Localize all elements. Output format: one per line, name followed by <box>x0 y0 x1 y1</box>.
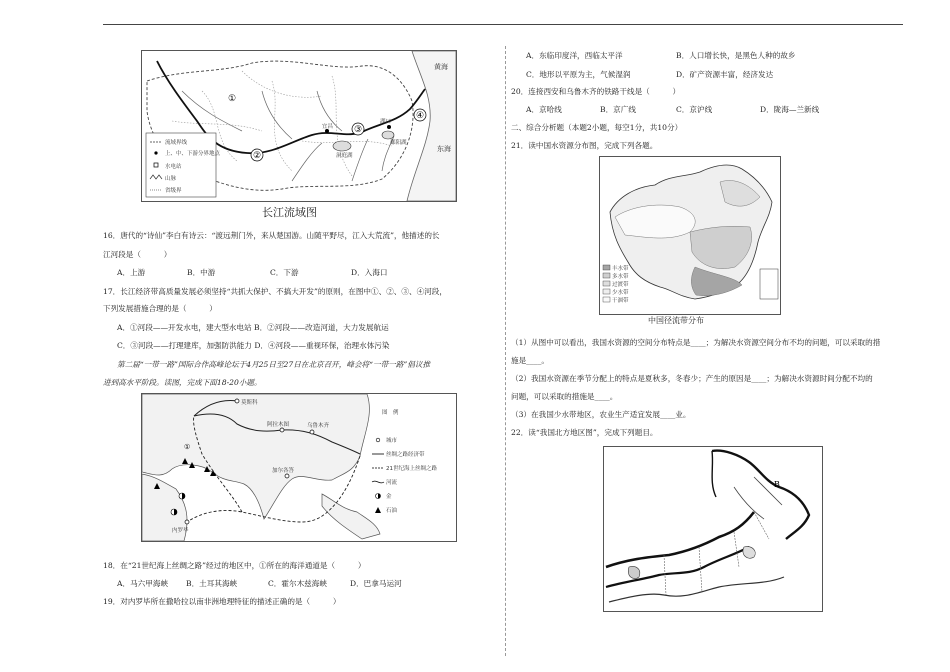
legend-boundary: 流域界线 <box>165 140 188 146</box>
north-china-map <box>603 446 823 612</box>
column-divider <box>505 46 506 656</box>
q17-options-cd[interactable]: C．③河段——打理建库，加强防洪能力 D．④河段——重视环保，治理水体污染 <box>117 341 390 350</box>
city-yichang: 宜昌 <box>322 124 334 130</box>
q21-p2-line2: 问题，可以采取的措施是____。 <box>511 392 618 401</box>
poyang-lake <box>382 131 394 139</box>
q17-options-ab[interactable]: A．①河段——开发水电，建大型水电站 B．②河段——改造河道，大力发展航运 <box>117 323 389 332</box>
intro-line2: 进到高水平阶段。读图，完成下面18-20小题。 <box>103 378 262 387</box>
label-moscow: 莫斯科 <box>241 400 258 406</box>
dongting-lake <box>333 141 351 151</box>
q16-text-line1: 16．唐代的“诗仙”李白有诗云：“渡远荆门外，来从楚国游。山随平野尽，江入大荒流”，他描述的长 <box>103 231 440 240</box>
q21-p1-line1: （1）从图中可以看出，我国水资源的空间分布特点是____；为解决水资源空间分布不均的问题，可以采取的措 <box>511 338 881 347</box>
q19-option-b[interactable]: B．人口增长快，是黑色人种的故乡 <box>676 51 796 60</box>
legend-rich: 多水带 <box>612 274 629 280</box>
legend-hydro: 水电站 <box>165 164 182 170</box>
yangtze-basin-map <box>141 50 457 202</box>
legend-dry: 干涸带 <box>612 298 629 304</box>
label-urumqi: 乌鲁木齐 <box>307 423 330 429</box>
q20-option-c[interactable]: C．京沪线 <box>676 105 713 114</box>
city-hukou: 湖口 <box>380 119 392 125</box>
point-hukou <box>387 125 391 129</box>
city-nairobi <box>185 520 189 524</box>
q21-p3: （3）在我国少水带地区，农业生产适宜发展____业。 <box>511 410 691 419</box>
q20-text: 20．连接西安和乌鲁木齐的铁路干线是（ ） <box>511 87 681 96</box>
q18-option-a[interactable]: A．马六甲海峡 <box>117 579 169 588</box>
q19-option-c[interactable]: C．地形以平原为主，气候湿润 <box>526 70 631 79</box>
q21-text: 21．读中国水资源分布图，完成下列各题。 <box>511 141 658 150</box>
region-a <box>628 566 639 578</box>
legend-division: 上、中、下游分界地点 <box>165 151 221 157</box>
q17-text-line1: 17．长江经济带高质量发展必须坚持“共抓大保护、不搞大开发”的原则，在图中①、②、③、④河段， <box>103 287 447 296</box>
northeast-border <box>712 451 809 539</box>
q21-p2-line1: （2）我国水资源在季节分配上的特点是夏秋多，冬春少；产生的原因是____；为解决水资源时间分配不均的 <box>511 374 873 383</box>
city-calcutta <box>285 474 289 478</box>
legend-very-rich: 丰水带 <box>612 266 629 272</box>
legend-title: 图 例 <box>382 410 399 416</box>
q17-text-line2: 下列发展措施合理的是（ ） <box>103 304 217 313</box>
q18-option-d[interactable]: D．巴拿马运河 <box>350 579 402 588</box>
gold-symbol-1 <box>182 493 185 499</box>
belt-road-map <box>141 393 457 542</box>
city-urumqi <box>310 430 314 434</box>
label-b: B <box>774 480 780 489</box>
label-calcutta: 加尔各答 <box>272 468 295 474</box>
legend-river: 河流 <box>386 480 398 486</box>
legend-province: 省级界 <box>165 188 182 194</box>
china-map-caption: 中国径流带分布 <box>648 316 704 325</box>
q16-option-c[interactable]: C．下游 <box>270 268 299 277</box>
q18-option-c[interactable]: C．霍尔木兹海峡 <box>268 579 327 588</box>
q16-option-d[interactable]: D．入海口 <box>351 268 388 277</box>
south-sea-inset <box>760 269 778 299</box>
q18-text: 18．在“21世纪海上丝绸之路”经过的地区中，①所在的海洋通道是（ ） <box>103 561 366 570</box>
label-east-sea: 东海 <box>437 145 451 153</box>
marker-4: ④ <box>415 111 425 121</box>
marker-2: ② <box>252 151 262 161</box>
region-c <box>743 547 755 559</box>
city-moscow <box>235 399 239 403</box>
legend-transition: 过渡带 <box>612 282 629 288</box>
section-2-heading: 二、综合分析题（本题2小题，每空1分，共10分） <box>511 123 683 132</box>
label-poyang: 鄱阳湖 <box>390 140 407 146</box>
legend-city: 城市 <box>386 438 398 444</box>
sea-area <box>407 51 456 201</box>
q20-option-b[interactable]: B．京广线 <box>600 105 636 114</box>
southeast-asia-landmass <box>322 494 380 539</box>
q20-option-a[interactable]: A．京哈线 <box>526 105 562 114</box>
north-boundary <box>606 512 754 567</box>
q20-option-d[interactable]: D．陇海—兰新线 <box>760 105 820 114</box>
header-rule <box>103 24 903 25</box>
q18-option-b[interactable]: B．土耳其海峡 <box>186 579 238 588</box>
legend-mountain: 山脉 <box>165 176 177 182</box>
city-almaty <box>280 428 284 432</box>
intro-line1: 第二届“一带一路”国际合作高峰论坛于4月25日至27日在北京召开，峰会将“一带一路”倡议推 <box>117 360 431 369</box>
q16-option-b[interactable]: B．中游 <box>187 268 216 277</box>
label-almaty: 阿拉木图 <box>267 422 290 428</box>
q19-text: 19．对内罗毕所在撒哈拉以南非洲地理特征的描述正确的是（ ） <box>103 597 341 606</box>
legend-maritime: 21世纪海上丝绸之路 <box>386 466 437 472</box>
label-dongting: 洞庭湖 <box>336 153 353 159</box>
legend-belt: 丝绸之路经济带 <box>386 452 425 458</box>
marker-1: ① <box>227 94 237 104</box>
legend-gold: 金 <box>386 494 392 500</box>
q19-option-d[interactable]: D．矿产资源丰富，经济发达 <box>676 70 774 79</box>
label-yellow-sea: 黄海 <box>434 63 448 71</box>
marker-1-belt: ① <box>184 443 191 451</box>
yangtze-map-caption: 长江流域图 <box>262 206 317 219</box>
q19-option-a[interactable]: A．东临印度洋，西临太平洋 <box>526 51 623 60</box>
china-runoff-map <box>599 156 781 315</box>
q21-p1-line2: 施是____。 <box>511 356 549 365</box>
legend-oil: 石油 <box>386 508 398 514</box>
marker-3: ③ <box>353 125 363 135</box>
legend-little: 少水带 <box>612 290 629 296</box>
q16-text-line2: 江河段是（ ） <box>103 250 172 259</box>
q16-option-a[interactable]: A．上游 <box>117 268 146 277</box>
label-nairobi: 内罗毕 <box>172 528 189 534</box>
q22-text: 22．读“我国北方地区图”，完成下列题目。 <box>511 428 658 437</box>
